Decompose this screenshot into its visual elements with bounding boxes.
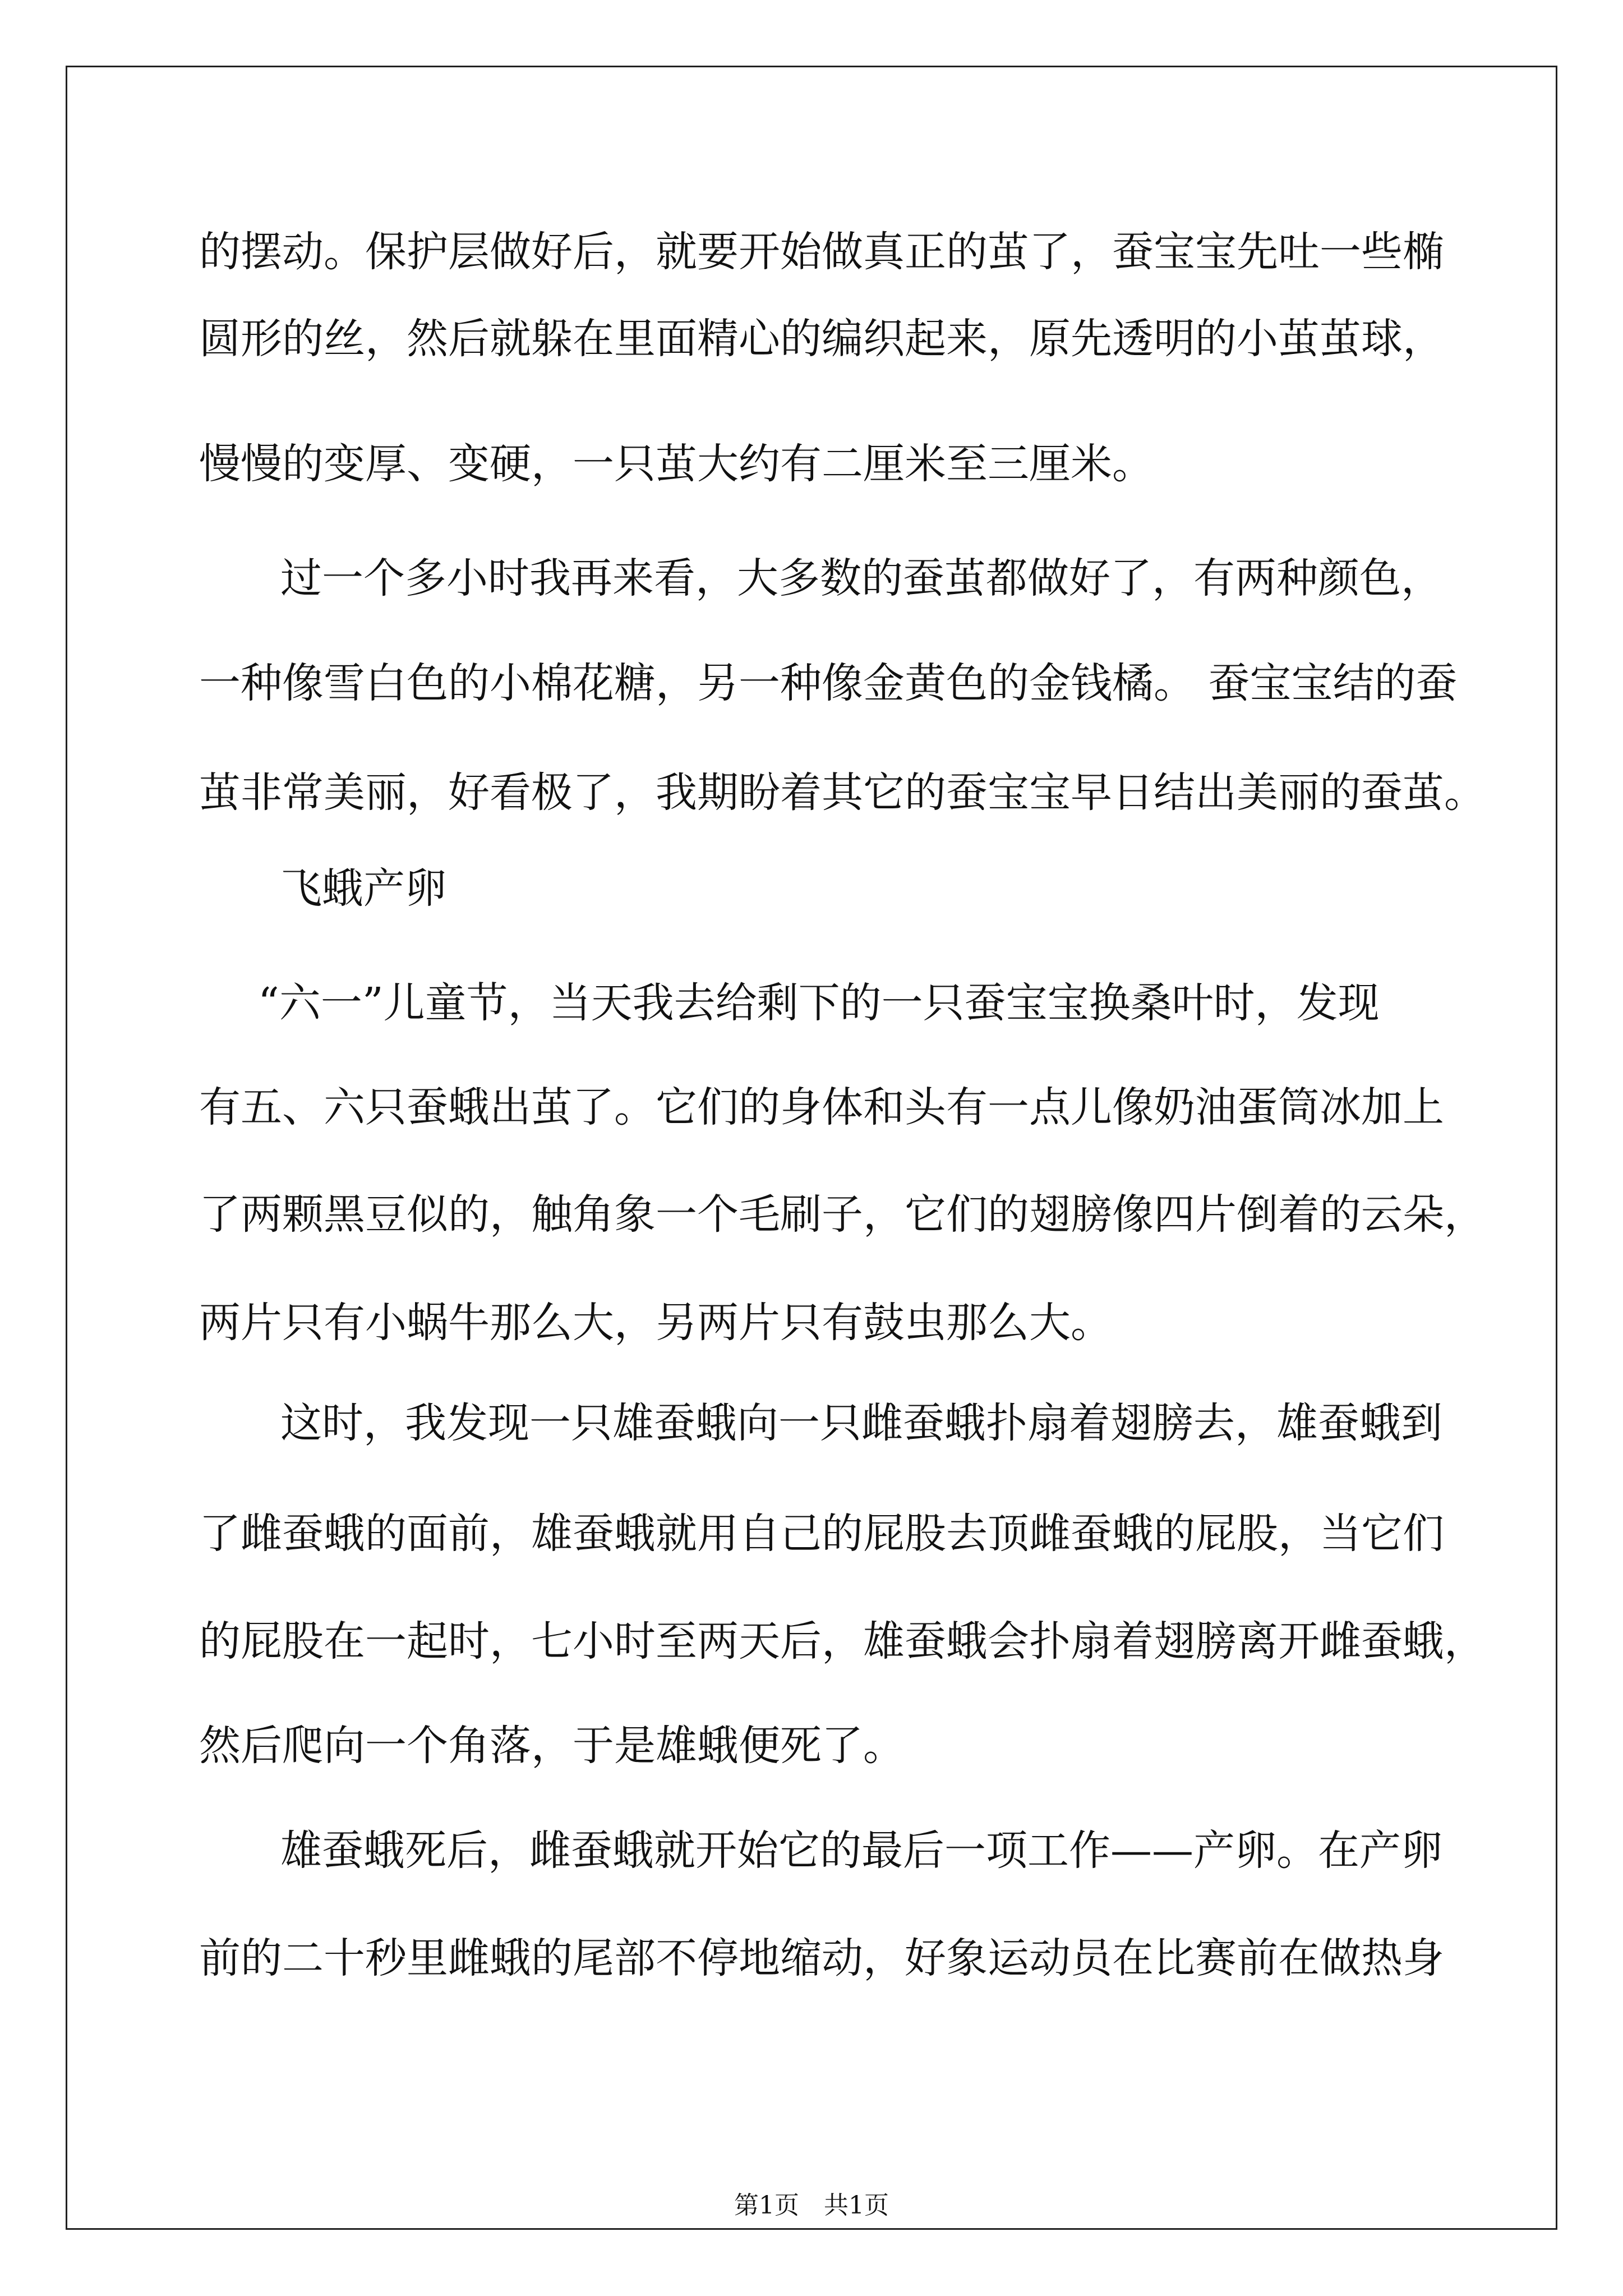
text-line: 然后爬向一个角落，于是雄蛾便死了。: [199, 1722, 905, 1770]
text-line: 有五、六只蚕蛾出茧了。它们的身体和头有一点儿像奶油蛋筒冰加上: [199, 1083, 1444, 1131]
text-line: 茧非常美丽，好看极了，我期盼着其它的蚕宝宝早日结出美丽的蚕茧。: [199, 769, 1486, 817]
text-line: 雄蚕蛾死后，雌蚕蛾就开始它的最后一项工作——产卵。在产卵: [280, 1826, 1442, 1875]
text-line: 这时，我发现一只雄蚕蛾向一只雌蚕蛾扑扇着翅膀去，雄蚕蛾到: [280, 1399, 1442, 1447]
text-line: 前的二十秒里雌蛾的尾部不停地缩动，好象运动员在比赛前在做热身: [199, 1934, 1444, 1982]
text-line: 圆形的丝，然后就躲在里面精心的编织起来，原先透明的小茧茧球，: [199, 315, 1444, 363]
section-heading: 飞蛾产卵: [280, 864, 446, 913]
text-line: 过一个多小时我再来看，大多数的蚕茧都做好了，有两种颜色，: [280, 554, 1442, 602]
page-footer: 第1页 共1页: [734, 2191, 889, 2220]
text-line: 了雌蚕蛾的面前，雄蚕蛾就用自己的屁股去顶雌蚕蛾的屁股，当它们: [199, 1510, 1444, 1558]
text-line: 的摆动。保护层做好后，就要开始做真正的茧了，蚕宝宝先吐一些椭: [199, 228, 1444, 276]
text-line: 了两颗黑豆似的，触角象一个毛刷子，它们的翅膀像四片倒着的云朵，: [199, 1190, 1486, 1239]
text-line: 两片只有小蜗牛那么大，另两片只有鼓虫那么大。: [199, 1299, 1112, 1347]
text-line: 一种像雪白色的小棉花糖，另一种像金黄色的金钱橘。 蚕宝宝结的蚕: [199, 659, 1458, 707]
text-line: “六一”儿童节，当天我去给剩下的一只蚕宝宝换桑叶时，发现: [258, 979, 1380, 1027]
page-border: [66, 66, 1557, 2230]
text-line: 慢慢的变厚、变硬，一只茧大约有二厘米至三厘米。: [199, 440, 1154, 488]
text-line: 的屁股在一起时，七小时至两天后，雄蚕蛾会扑扇着翅膀离开雌蚕蛾，: [199, 1617, 1486, 1665]
